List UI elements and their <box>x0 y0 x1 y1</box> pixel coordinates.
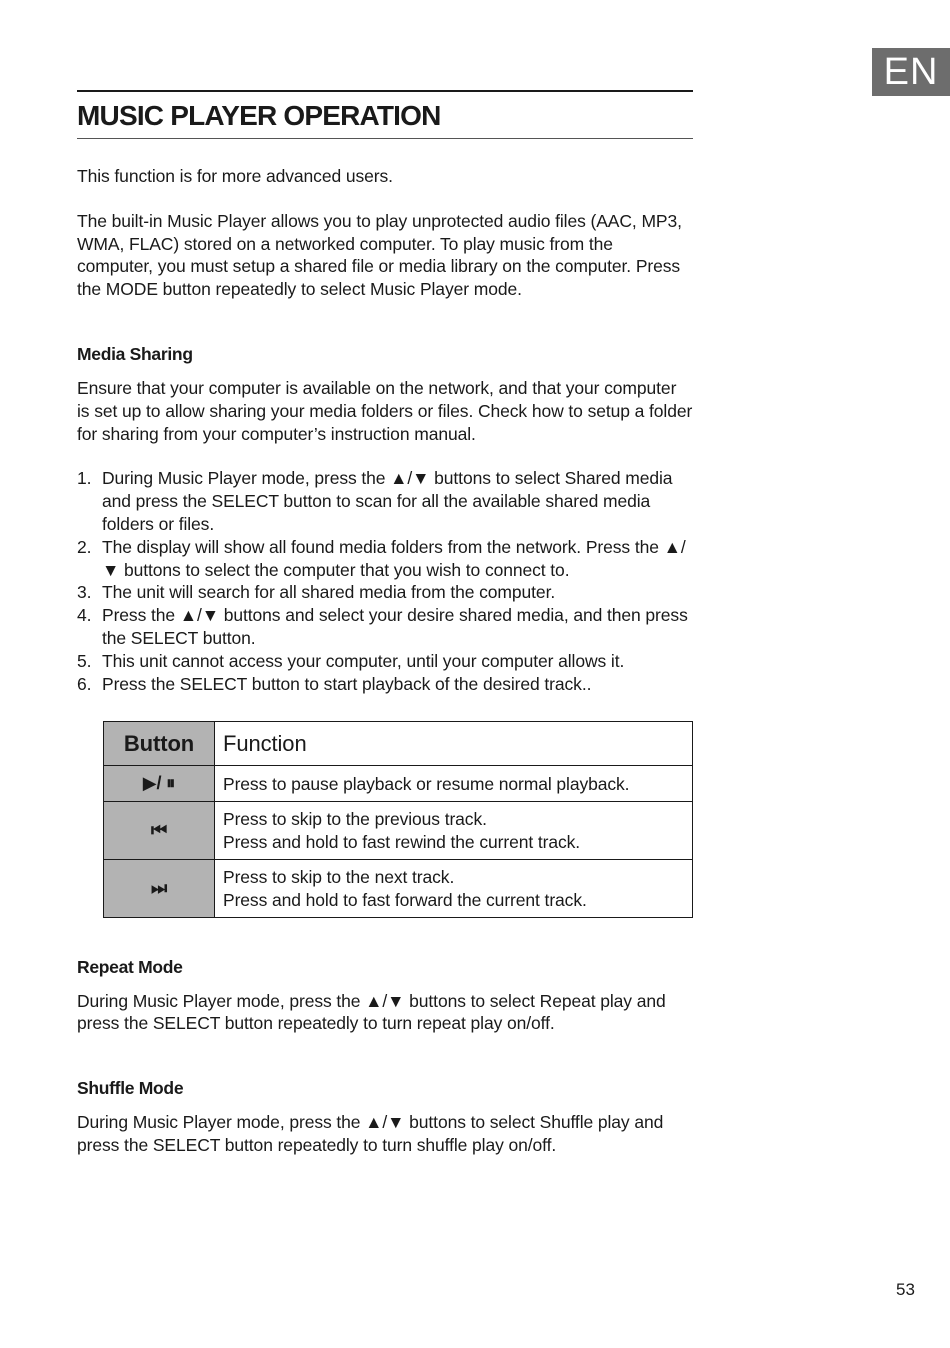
page-number: 53 <box>896 1280 915 1299</box>
function-line: Press to skip to the previous track. <box>223 809 487 830</box>
intro-paragraph-2: The built-in Music Player allows you to play unprotected audio files (AAC, MP3, WMA, FLAC) stored on a networked computer. To play music from the computer, you must setup a shared file or media library on the computer. Press the MODE button repeatedly to select Music Player mode. <box>77 210 682 300</box>
function-cell <box>215 802 693 860</box>
repeat-mode-heading: Repeat Mode <box>77 956 183 977</box>
next-track-icon: ⏭ <box>104 859 215 917</box>
function-line: Press and hold to fast rewind the current track. <box>223 832 581 853</box>
table-row <box>104 859 693 917</box>
list-item <box>77 673 693 696</box>
step-number: 2. <box>77 536 92 557</box>
step-text: Press the SELECT button to start playback of the desired track.. <box>102 673 592 694</box>
intro-paragraph-1: This function is for more advanced users. <box>77 166 393 186</box>
list-item <box>77 467 693 535</box>
table-header-row <box>104 722 693 766</box>
play-pause-icon: ▶/ ⏸ <box>104 766 215 802</box>
list-item <box>77 536 693 582</box>
list-item <box>77 581 693 604</box>
media-sharing-heading: Media Sharing <box>77 343 193 364</box>
language-tab: EN <box>872 48 950 96</box>
button-function-table <box>103 721 693 917</box>
step-text: This unit cannot access your computer, until your computer allows it. <box>102 650 625 671</box>
previous-track-icon: ⏮ <box>104 802 215 860</box>
function-line: Press and hold to fast forward the current track. <box>223 889 587 910</box>
page-title: MUSIC PLAYER OPERATION <box>77 90 693 139</box>
page-content <box>77 90 693 1157</box>
step-number: 4. <box>77 605 92 626</box>
table-row <box>104 802 693 860</box>
shuffle-mode-heading: Shuffle Mode <box>77 1078 184 1099</box>
function-column-header: Function <box>215 722 693 766</box>
repeat-mode-paragraph: During Music Player mode, press the ▲/▼ buttons to select Repeat play and press the SELECT button repeatedly to turn repeat play on/off. <box>77 990 666 1034</box>
step-number: 5. <box>77 650 92 671</box>
media-sharing-paragraph: Ensure that your computer is available on the network, and that your computer is set up to allow sharing your media folders or files. Check how to setup a folder for sharing from your computer’s instruction manual. <box>77 377 693 444</box>
step-text: Press the ▲/▼ buttons and select your desire shared media, and then press the SELECT button. <box>102 605 688 648</box>
step-text: During Music Player mode, press the ▲/▼ buttons to select Shared media and press the SELECT button to scan for all the available shared media folders or files. <box>102 468 673 534</box>
step-text: The unit will search for all shared media from the computer. <box>102 582 556 603</box>
list-item <box>77 650 693 673</box>
function-line: Press to skip to the next track. <box>223 866 455 887</box>
shuffle-mode-paragraph: During Music Player mode, press the ▲/▼ buttons to select Shuffle play and press the SELECT button repeatedly to turn shuffle play on/off. <box>77 1112 664 1155</box>
button-column-header: Button <box>104 722 215 766</box>
list-item <box>77 604 693 650</box>
function-cell <box>215 859 693 917</box>
steps-list <box>77 467 693 695</box>
step-number: 3. <box>77 582 92 603</box>
table-row <box>104 766 693 802</box>
function-line: Press to pause playback or resume normal playback. <box>223 773 630 794</box>
function-cell <box>215 766 693 802</box>
step-number: 1. <box>77 468 92 489</box>
step-text: The display will show all found media folders from the network. Press the ▲/▼ buttons to select the computer that you wish to connect to. <box>102 536 686 580</box>
step-number: 6. <box>77 673 92 694</box>
